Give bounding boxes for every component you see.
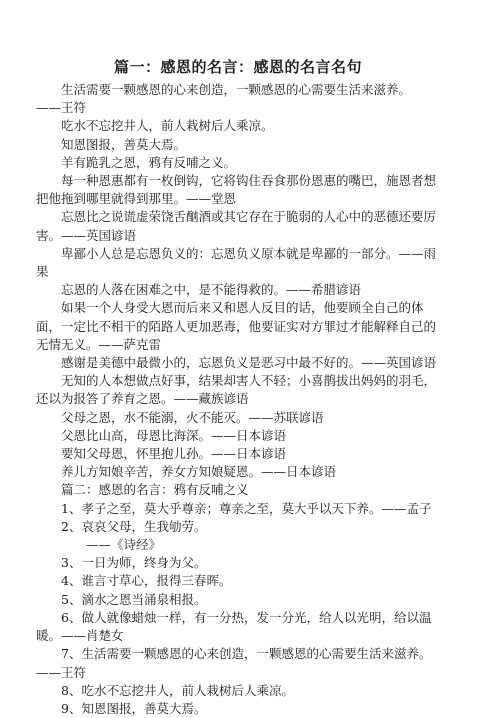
text-line: 养儿方知娘辛苦，养女方知娘疑恩。——日本谚语 [61, 464, 337, 480]
text-line: ——《诗经》 [86, 537, 162, 553]
text-line: 2、哀哀父母，生我劬劳。 [61, 518, 207, 534]
text-line: 生活需要一颗感恩的心来创造，一颗感恩的心需要生活来滋养。 [61, 82, 412, 97]
text-line: 无知的人本想做点好事，结果却害人不轻；小喜鹊拔出妈妈的羽毛，还以为报答了养育之恩。——藏族谚语 [36, 373, 437, 407]
text-line: 6、做人就像蜡烛一样，有一分热，发一分光，给人以光明，给以温暖。——肖楚女 [36, 609, 432, 644]
text-line: 每一种恩惠都有一枚倒钩，它将钩住吞食那份恩惠的嘴巴，施恩者想把他拖到哪里就得到那里。——堂恩 [36, 173, 437, 207]
document-title: 篇一：感恩的名言：感恩的名言名句 [113, 58, 362, 76]
text-line: ——王符 [36, 100, 87, 116]
text-line: 1、孝子之至，莫大乎尊亲；尊亲之至，莫大乎以天下养。——孟子 [61, 500, 432, 516]
text-line: 篇二：感恩的名言：鸦有反哺之义 [61, 482, 249, 498]
text-line: 3、一日为师，终身为父。 [61, 555, 207, 571]
text-line: 卑鄙小人总是忘恩负义的：忘恩负义原本就是卑鄙的一部分。——雨果 [36, 245, 437, 280]
text-line: 如果一个人身受大恩而后来又和恩人反目的话，他要顾全自己的体面，一定比不相干的陌路人更加恶毒，他要证实对方罪过才能解释自己的无情无义。——萨克雷 [36, 300, 437, 352]
text-line: 要知父母恩，怀里抱儿孙。——日本谚语 [61, 446, 287, 462]
text-line: 9、知恩图报，善莫大焉。 [61, 700, 207, 716]
text-line: 5、滴水之恩当涌泉相报。 [61, 591, 207, 607]
text-line: 忘恩的人落在困难之中，是不能得救的。——希腊谚语 [61, 282, 362, 298]
text-line: 羊有跪乳之恩，鸦有反哺之义。 [61, 154, 237, 170]
text-line: 8、吃水不忘挖井人，前人栽树后人乘凉。 [61, 682, 294, 698]
text-line: 父母之恩，水不能溺，火不能灭。——苏联谚语 [61, 409, 324, 425]
text-line: 知恩图报，善莫大焉。 [61, 136, 187, 152]
text-line: 感谢是美德中最微小的，忘恩负义是恶习中最不好的。——英国谚语 [61, 355, 437, 371]
text-line: 7、生活需要一颗感恩的心来创造，一颗感恩的心需要生活来滋养。——王符 [36, 646, 432, 680]
text-line: 4、谁言寸草心，报得三春晖。 [61, 573, 232, 589]
document-body [36, 81, 440, 718]
text-line: 父恩比山高，母恩比海深。——日本谚语 [61, 427, 287, 443]
text-line: 忘恩比之说谎虚荣饶舌酗酒或其它存在于脆弱的人心中的恶德还要厉害。——英国谚语 [36, 209, 437, 243]
text-line: 吃水不忘挖井人，前人栽树后人乘凉。 [61, 118, 274, 134]
